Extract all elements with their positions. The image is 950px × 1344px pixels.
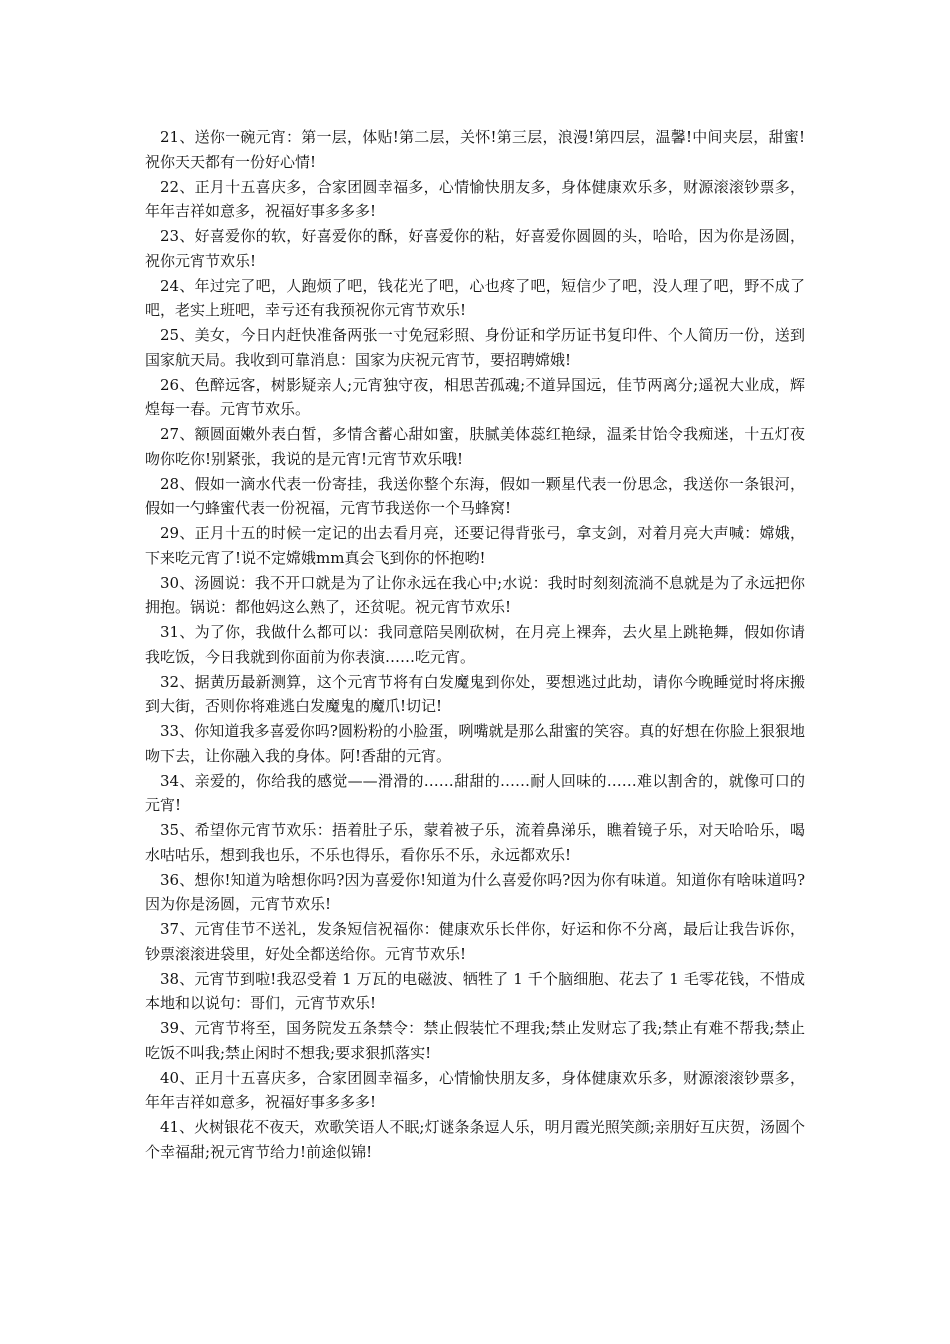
paragraph-33: 33、你知道我多喜爱你吗?圆粉粉的小脸蛋，咧嘴就是那么甜蜜的笑容。真的好想在你脸上狠狠地吻下去，让你融入我的身体。阿!香甜的元宵。 <box>145 722 805 765</box>
paragraph-38: 38、元宵节到啦!我忍受着 1 万瓦的电磁波、牺牲了 1 千个脑细胞、花去了 1 毛零花钱，不惜成本地和以说句：哥们，元宵节欢乐! <box>145 969 805 1013</box>
paragraph-25: 25、美女，今日内赶快准备两张一寸免冠彩照、身份证和学历证书复印件、个人简历一份，送到国家航天局。我收到可靠消息：国家为庆祝元宵节，要招聘嫦娥! <box>145 326 805 369</box>
paragraph-29: 29、正月十五的时候一定记的出去看月亮，还要记得背张弓，拿支剑，对着月亮大声喊：嫦娥，下来吃元宵了!说不定嫦娥mm真会飞到你的怀抱哟! <box>145 524 805 567</box>
paragraph-34: 34、亲爱的，你给我的感觉——滑滑的……甜甜的……耐人回味的……难以割舍的，就像可口的元宵! <box>145 771 805 815</box>
paragraph-40: 40、正月十五喜庆多，合家团圆幸福多，心情愉快朋友多，身体健康欢乐多，财源滚滚钞票多，年年吉祥如意多，祝福好事多多多! <box>145 1068 805 1112</box>
paragraph-30: 30、汤圆说：我不开口就是为了让你永远在我心中;水说：我时时刻刻流淌不息就是为了永远把你拥抱。锅说：都他妈这么熟了，还贫呢。祝元宵节欢乐! <box>145 573 805 617</box>
paragraph-22: 22、正月十五喜庆多，合家团圆幸福多，心情愉快朋友多，身体健康欢乐多，财源滚滚钞票多，年年吉祥如意多，祝福好事多多多! <box>145 177 805 221</box>
paragraph-26: 26、色醉远客，树影疑亲人;元宵独守夜，相思苦孤魂;不道异国远，佳节两离分;遥祝大业成，辉煌每一春。元宵节欢乐。 <box>145 375 805 419</box>
paragraph-39: 39、元宵节将至，国务院发五条禁令：禁止假装忙不理我;禁止发财忘了我;禁止有难不帮我;禁止吃饭不叫我;禁止闲时不想我;要求狠抓落实! <box>145 1019 805 1062</box>
paragraph-24: 24、年过完了吧，人跑烦了吧，钱花光了吧，心也疼了吧，短信少了吧，没人理了吧，野不成了吧，老实上班吧，幸亏还有我预祝你元宵节欢乐! <box>145 276 805 320</box>
document-body <box>145 125 805 1165</box>
paragraph-41: 41、火树银花不夜天，欢歌笑语人不眠;灯谜条条逗人乐，明月霞光照笑颜;亲朋好互庆贺，汤圆个个幸福甜;祝元宵节给力!前途似锦! <box>145 1118 805 1161</box>
paragraph-23: 23、好喜爱你的软，好喜爱你的酥，好喜爱你的粘，好喜爱你圆圆的头，哈哈，因为你是汤圆，祝你元宵节欢乐! <box>145 227 805 270</box>
paragraph-21: 21、送你一碗元宵：第一层，体贴!第二层，关怀!第三层，浪漫!第四层，温馨!中间夹层，甜蜜!祝你天天都有一份好心情! <box>145 128 805 171</box>
paragraph-37: 37、元宵佳节不送礼，发条短信祝福你：健康欢乐长伴你，好运和你不分离，最后让我告诉你，钞票滚滚进袋里，好处全都送给你。元宵节欢乐! <box>145 920 805 963</box>
paragraph-31: 31、为了你，我做什么都可以：我同意陪吴刚砍树，在月亮上裸奔，去火星上跳艳舞，假如你请我吃饭，今日我就到你面前为你表演……吃元宵。 <box>145 623 805 666</box>
paragraph-35: 35、希望你元宵节欢乐：捂着肚子乐，蒙着被子乐，流着鼻涕乐，瞧着镜子乐，对天哈哈乐，喝水咕咕乐，想到我也乐，不乐也得乐，看你乐不乐，永远都欢乐! <box>145 821 805 864</box>
paragraph-27: 27、额圆面嫩外表白皙，多情含蓄心甜如蜜，肤腻美体蕊红艳绿，温柔甘饴令我痴迷，十五灯夜吻你吃你!别紧张，我说的是元宵!元宵节欢乐哦! <box>145 425 805 468</box>
paragraph-36: 36、想你!知道为啥想你吗?因为喜爱你!知道为什么喜爱你吗?因为你有味道。知道你有啥味道吗?因为你是汤圆，元宵节欢乐! <box>145 870 805 914</box>
paragraph-28: 28、假如一滴水代表一份寄挂，我送你整个东海，假如一颗星代表一份思念，我送你一条银河，假如一勺蜂蜜代表一份祝福，元宵节我送你一个马蜂窝! <box>145 474 805 518</box>
paragraph-32: 32、据黄历最新测算，这个元宵节将有白发魔鬼到你处，要想逃过此劫，请你今晚睡觉时将床搬到大街，否则你将难逃白发魔鬼的魔爪!切记! <box>145 672 805 716</box>
